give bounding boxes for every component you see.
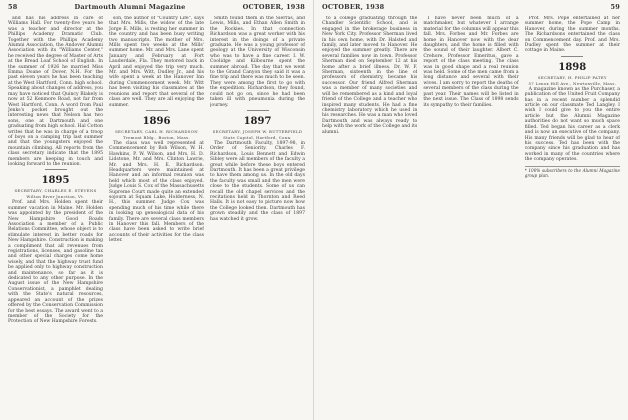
class-notes: Prof. and Mrs. Holden spent their summer vacation in Maine. Mr. Holden was appointed by the president of the New Hampshire Good Roads Association a member of a Public Relations Committee, whose object is to stimulate interest in better roads for New Hampshire. Construction is making a compliment that all revenues from registrations, licenses, and gasoline tax and other special charges come home wisely, and that the highway trust fund be applied only to highway construction and maintenance, so far as it is dedicated to any other purpose. In the August issue of the New Hampshire Conservationist, a pamphlet dealing with the State's natural resources, appeared an account of the prizes offered by the Conservation Commission for the best essays. The award went to a member of the Society for the Protection of New Hampshire Forests. <box>8 200 103 325</box>
column-text: to a college graduating through the Chandler Scientific School, and is engaged in the brokerage business in New York City. Professor Sherman lived in his own home, with Dr. Halsted and family, and later moved to Hanover. He enjoyed the summer greatly. There are several families now in town. Professor Sherman died on September 12 at his home after a brief illness. Dr. W. F. Sherman, sixteenth in the line of professors of chemistry, became his successor. Our friend Alfred Sherman was a member of many societies and will be remembered as a kind and loyal friend of the College and a teacher who inspired many students. He had a fine chemistry laboratory which he used in his researches. He was a man who loved Dartmouth and was always ready to help with the work of the College and its alumni. <box>322 16 418 135</box>
issue-date: OCTOBER, 1938 <box>242 3 305 11</box>
column-1 <box>8 16 103 420</box>
class-secretary-address: Wilton River Junction, Vt. <box>26 194 85 200</box>
column-1 <box>322 16 417 420</box>
class-year-heading: 1895 <box>41 175 70 187</box>
divider <box>45 169 67 170</box>
column-text: son, the author of "Country Life", says that Mrs. Mills, the widow of the late Jorge E. Mills, is resting her summer in the country and has been busy writing two manuscripts. The mother of Mrs. Mills spent two weeks at the Mills' summer home. Mr. and Mrs. Lane spent January and February at Fort Lauderdale, Fla. They motored back in April and enjoyed the trip very much. Mr. and Mrs. Witt, Dudley Jr., and his wife spent a week at the Hanover Inn during Commencement week. Mr. Witt has been visiting his classmates at the reunions and report that several of the class are well. They are all enjoying the summer. <box>109 16 204 108</box>
class-secretary-address: State Capitol, Hartford, Conn. <box>223 134 292 140</box>
right-page <box>314 0 628 420</box>
class-notes: The Dartmouth Faculty, 1897-98, in Order of Seniority. Charles F. Richardson, Louis Bennett and Edwin Sibley were all members of the faculty a great while before these boys entered Dartmouth. It has been a great privilege to have them among us. In the old days the faculty was small and the men were close to the students. Some of us can recall the old chapel services and the recitations held in Thornton and Reed Halls. It is not easy to picture now how the College looked then. Dartmouth has grown steadily and the class of 1897 has watched it grow. <box>210 140 305 222</box>
left-page-columns <box>8 16 305 420</box>
class-notes: A magazine known as the Purchaser, a publication of the United Fruit Company has in a recent number a splendid article on our classmate Ted Langley. I wish I could give to you the entire article but the Alumni Magazine authorities do not want so much space filled. Ted began his career as a clerk and is now an executive of the company. His many friends will be glad to hear of his success. Ted has been with the company since his graduation and has worked in many of the countries where the company operates. <box>524 86 620 163</box>
class-year-heading: 1897 <box>243 115 272 127</box>
footnote: * 100% subscribers to the Alumni Magazine group plan. <box>524 167 620 178</box>
left-page-header <box>8 3 305 12</box>
class-year-heading: 1898 <box>558 61 587 73</box>
column-2 <box>423 16 518 420</box>
page-number: 59 <box>610 3 620 11</box>
class-year-heading: 1896 <box>142 115 171 127</box>
divider <box>247 110 269 111</box>
class-secretary-address: Tremont Bldg., Boston, Mass. <box>123 134 190 140</box>
divider <box>146 110 168 111</box>
class-secretary: SECRETARY, CHARLES E. STEVENS <box>14 188 97 194</box>
column-2 <box>109 16 204 420</box>
right-page-header <box>322 3 620 12</box>
class-secretary: SECRETARY, H. PHILIP PATEY <box>537 74 607 80</box>
column-text: and has his address in care of Williams Hall. For twenty-five years he was a teacher and director at the Phillips Academy Dramatic Club. Together with the Phillips Academy Alumni Association, the Andover Alumni Association with its "Williams Center," he received the degree of Master of Arts at the Bread Loaf School of English. In the summer of 1926 he married Miss Emma Doane of Dover, N.H. For the past eleven years he has been teaching at the West Hartford, Conn. high school. Speaking about changes of address, you may have noticed that Quincy Blakely is now at 52 Kenmore Road, not far from West Hartford, Conn. A word from Paul Jenks's pocket brought out the interesting news that Nelson has two sons, one at Dartmouth and one graduating from high school. Hal Cotton writes that he was in charge of a troop of boys on a camping trip last summer and that the youngsters enjoyed the mountain climbing. All reports from the class secretary indicate that the 1895 members are keeping in touch and looking forward to the reunion. <box>8 16 103 167</box>
page-number: 58 <box>8 3 18 11</box>
issue-date: OCTOBER, 1938 <box>322 3 385 11</box>
magazine-title: Dartmouth Alumni Magazine <box>74 3 186 11</box>
column-text: Prof. Mrs. Pope entertained at her summer home, the Pope Camp in Hanover, during the summer months. The Richardsons entertained the class on Commencement day. Prof. and Mrs. Dudley spent the summer at their cottage in Maine. <box>524 16 620 54</box>
class-secretary: SECRETARY, JOSEPH W. BUTTERFIELD <box>212 128 303 134</box>
class-notes: The class was well represented at Commencement by Bob Wilson, W. H. Hawkins, P. W. Wilson, and Mrs. H. D. Lidstone, Mr. and Mrs. Clinton Lawrie, Mr. and Mrs. H. E. Richardson. Headquarters were maintained at Hanover and an informal reunion was held which most of the class enjoyed. Judge Louis S. Cox of the Massachusetts Supreme Court made quite an extended sojourn at Squam Lake, Holderness, N. H., this summer. Judge Cox was spending much of his time while there in looking up genealogical data of his family. There are several class members in Hanover this fall. Members of the class have been asked to write brief accounts of their activities for the class letter. <box>109 140 204 244</box>
column-text: Smith found them in the Sierras, and Lewis, Mills, and Ethan Allen Smith in the Rockies. In that connection Richardson was a great worker with his interest in the doings of a private graduate. He was a young professor of geology at the University of Wisconsin who was to have a fine career. I. W. Coolidge and Kilbourne spent the summer abroad. The day that we went to the Grand Canyon they said it was a fine trip and there was much to be seen. They were among the first to go with the expedition. Richardson, they found, could not go on, since he had been taken ill with pneumonia during the journey. <box>210 16 305 108</box>
divider <box>561 56 583 57</box>
column-3 <box>525 16 620 420</box>
class-secretary-address: 57 Lenox Hill Ave., Newtonville, Mass. <box>528 80 617 86</box>
right-page-columns <box>322 16 620 420</box>
column-3 <box>210 16 305 420</box>
column-text: I have never been much of a matchmaker, but whatever I arrange material for the columns will appear this fall. Mrs. Forbes and Mr. Forbes are home in Hanover now with the dear daughters, and the home is filled with the sound of their laughter. Albert C. Crehore, Professor Emeritus, gave a report of the class meeting. The class was in good shape and a real reunion was held. Some of the men came from a long distance and several with their wives. I am sorry to report the deaths of several members of the class during the past year. Their names will be listed in the next issue. The Class of 1898 sends its sympathy to their families. <box>423 16 519 108</box>
class-secretary: SECRETARY, CARL H. RICHARDSON <box>115 128 198 134</box>
